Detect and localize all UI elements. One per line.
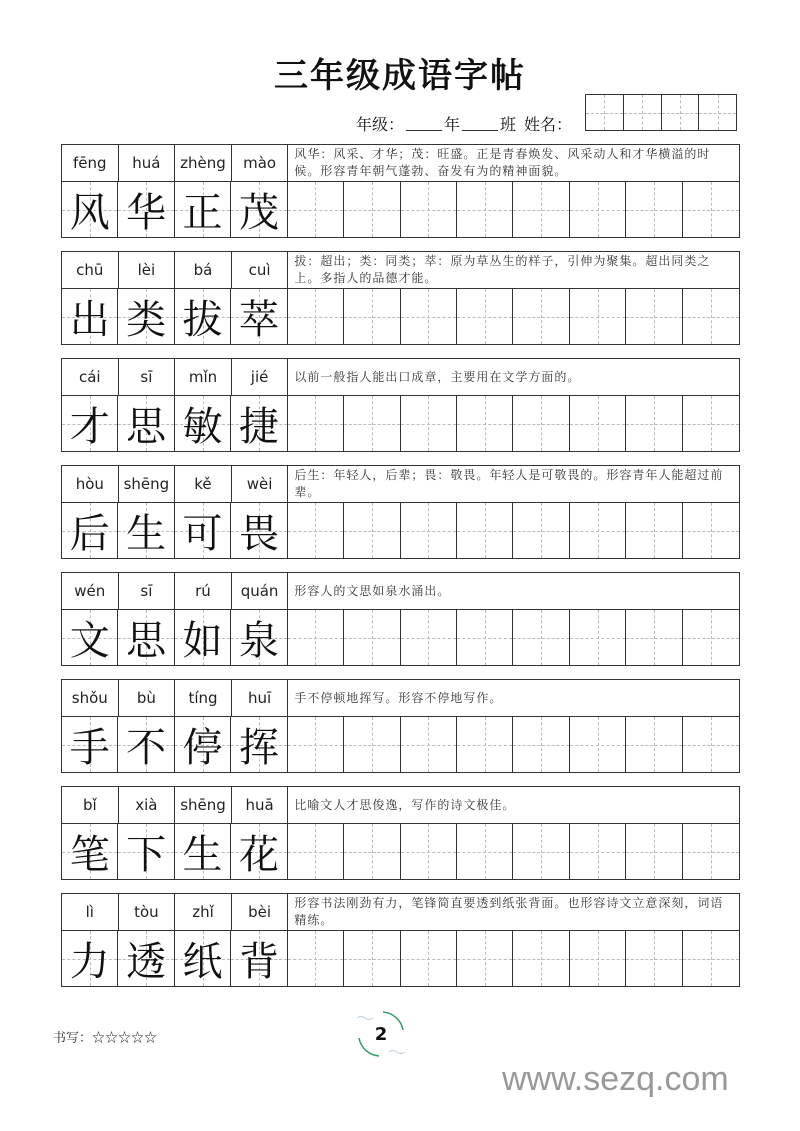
character-row bbox=[62, 931, 739, 986]
idiom-block bbox=[61, 144, 740, 238]
model-char: 力 bbox=[69, 939, 110, 985]
idiom-meaning: 手不停顿地挥写。形容不停地写作。 bbox=[294, 690, 503, 705]
model-char: 思 bbox=[126, 404, 167, 450]
pinyin-cell: rú bbox=[175, 573, 232, 609]
practice-cell[interactable] bbox=[683, 396, 739, 451]
pinyin-cell: bá bbox=[175, 252, 232, 288]
student-info bbox=[356, 112, 572, 135]
practice-cell[interactable] bbox=[344, 182, 400, 237]
pinyin-cell: sī bbox=[119, 573, 176, 609]
practice-cell[interactable] bbox=[626, 289, 682, 344]
model-char: 萃 bbox=[238, 297, 279, 343]
pinyin-cell: wèi bbox=[232, 466, 289, 502]
practice-cell[interactable] bbox=[626, 824, 682, 879]
practice-cell[interactable] bbox=[683, 610, 739, 665]
practice-cell[interactable] bbox=[344, 931, 400, 986]
model-char: 捷 bbox=[238, 404, 279, 450]
pinyin-cell: bù bbox=[119, 680, 176, 716]
model-char-cell bbox=[231, 503, 287, 558]
practice-cell[interactable] bbox=[401, 503, 457, 558]
pinyin-cell: mǐn bbox=[175, 359, 232, 395]
model-char: 畏 bbox=[238, 511, 279, 557]
character-row bbox=[62, 824, 739, 879]
practice-cell[interactable] bbox=[683, 503, 739, 558]
practice-cell[interactable] bbox=[626, 182, 682, 237]
grade-blank[interactable] bbox=[406, 116, 442, 131]
pinyin-row bbox=[62, 252, 739, 289]
practice-cell[interactable] bbox=[513, 824, 569, 879]
model-char: 出 bbox=[69, 297, 110, 343]
practice-cell[interactable] bbox=[288, 182, 344, 237]
model-char: 风 bbox=[69, 190, 110, 236]
practice-cell[interactable] bbox=[457, 289, 513, 344]
pinyin-cell: xià bbox=[119, 787, 176, 823]
model-char: 停 bbox=[182, 725, 223, 771]
pinyin-row bbox=[62, 466, 739, 503]
pinyin-cell: tòu bbox=[119, 894, 176, 930]
class-label: 班 bbox=[500, 115, 517, 134]
model-char-cell bbox=[175, 824, 231, 879]
pinyin-cell: zhèng bbox=[175, 145, 232, 181]
practice-cell[interactable] bbox=[683, 824, 739, 879]
practice-cell[interactable] bbox=[570, 396, 626, 451]
model-char-cell bbox=[118, 717, 174, 772]
model-char-cell bbox=[62, 396, 118, 451]
model-char-cell bbox=[175, 931, 231, 986]
model-char: 拔 bbox=[182, 297, 223, 343]
idiom-meaning: 形容书法刚劲有力，笔锋简直要透到纸张背面。也形容诗文立意深刻，词语精练。 bbox=[294, 896, 724, 927]
practice-cell[interactable] bbox=[570, 717, 626, 772]
practice-cell[interactable] bbox=[401, 717, 457, 772]
model-char-cell bbox=[175, 610, 231, 665]
practice-cell[interactable] bbox=[513, 931, 569, 986]
pinyin-cell: mào bbox=[232, 145, 289, 181]
pinyin-cell: hòu bbox=[62, 466, 119, 502]
pinyin-cell: kě bbox=[175, 466, 232, 502]
practice-cell[interactable] bbox=[457, 396, 513, 451]
practice-cell[interactable] bbox=[288, 824, 344, 879]
pinyin-row bbox=[62, 145, 739, 182]
name-box[interactable] bbox=[699, 95, 736, 130]
model-char: 透 bbox=[126, 939, 167, 985]
model-char: 华 bbox=[126, 190, 167, 236]
practice-cell[interactable] bbox=[288, 503, 344, 558]
practice-cell[interactable] bbox=[513, 289, 569, 344]
model-char: 正 bbox=[182, 190, 223, 236]
page-number: 2 bbox=[374, 1023, 388, 1045]
idiom-meaning: 形容人的文思如泉水涌出。 bbox=[294, 583, 451, 598]
model-char-cell bbox=[231, 824, 287, 879]
practice-cell[interactable] bbox=[401, 824, 457, 879]
rating-label: 书写： bbox=[53, 1031, 93, 1046]
model-char-cell bbox=[231, 717, 287, 772]
name-boxes[interactable] bbox=[585, 94, 737, 131]
character-row bbox=[62, 396, 739, 451]
class-blank[interactable] bbox=[462, 116, 498, 131]
practice-cell[interactable] bbox=[683, 182, 739, 237]
practice-cell[interactable] bbox=[344, 824, 400, 879]
practice-cell[interactable] bbox=[683, 931, 739, 986]
page-title: 三年级成语字帖 bbox=[274, 56, 526, 96]
model-char: 如 bbox=[182, 618, 223, 664]
name-box[interactable] bbox=[662, 95, 700, 130]
practice-cell[interactable] bbox=[570, 610, 626, 665]
name-box[interactable] bbox=[586, 95, 624, 130]
pinyin-cell: huā bbox=[232, 787, 289, 823]
practice-cell[interactable] bbox=[570, 824, 626, 879]
practice-cell[interactable] bbox=[626, 717, 682, 772]
practice-cell[interactable] bbox=[344, 289, 400, 344]
character-row bbox=[62, 610, 739, 665]
model-char-cell bbox=[175, 182, 231, 237]
idiom-block bbox=[61, 786, 740, 880]
practice-cell[interactable] bbox=[401, 182, 457, 237]
model-char-cell bbox=[62, 182, 118, 237]
idiom-meaning: 风华：风采、才华；茂：旺盛。正是青春焕发、风采动人和才华横溢的时候。形容青年朝气蓬勃、奋发有为的精神面貌。 bbox=[294, 147, 711, 178]
model-char: 茂 bbox=[238, 190, 279, 236]
practice-cell[interactable] bbox=[344, 610, 400, 665]
model-char-cell bbox=[118, 503, 174, 558]
pinyin-cell: fēng bbox=[62, 145, 119, 181]
writing-rating bbox=[53, 1027, 157, 1046]
idiom-block bbox=[61, 679, 740, 773]
idiom-block bbox=[61, 465, 740, 559]
idiom-block bbox=[61, 893, 740, 987]
practice-cell[interactable] bbox=[288, 717, 344, 772]
model-char: 后 bbox=[69, 511, 110, 557]
practice-cell[interactable] bbox=[626, 931, 682, 986]
model-char-cell bbox=[62, 503, 118, 558]
practice-cell[interactable] bbox=[401, 610, 457, 665]
practice-cell[interactable] bbox=[344, 503, 400, 558]
model-char: 生 bbox=[126, 511, 167, 557]
model-char-cell bbox=[231, 610, 287, 665]
practice-cell[interactable] bbox=[288, 610, 344, 665]
model-char-cell bbox=[118, 610, 174, 665]
practice-cell[interactable] bbox=[344, 396, 400, 451]
practice-cell[interactable] bbox=[683, 717, 739, 772]
pinyin-cell: cuì bbox=[232, 252, 289, 288]
model-char: 背 bbox=[238, 939, 279, 985]
practice-cell[interactable] bbox=[344, 717, 400, 772]
practice-cell[interactable] bbox=[513, 503, 569, 558]
idiom-block bbox=[61, 358, 740, 452]
idiom-meaning: 以前一般指人能出口成章，主要用在文学方面的。 bbox=[294, 369, 581, 384]
pinyin-cell: chū bbox=[62, 252, 119, 288]
model-char-cell bbox=[118, 289, 174, 344]
idiom-meaning: 拔：超出；类：同类；萃：原为草丛生的样子，引伸为聚集。超出同类之上。多指人的品德才能。 bbox=[294, 254, 711, 285]
model-char-cell bbox=[62, 931, 118, 986]
year-label: 年 bbox=[444, 115, 461, 134]
practice-cell[interactable] bbox=[570, 182, 626, 237]
practice-cell[interactable] bbox=[626, 610, 682, 665]
character-row bbox=[62, 182, 739, 237]
pinyin-cell: lì bbox=[62, 894, 119, 930]
pinyin-cell: huī bbox=[232, 680, 289, 716]
model-char-cell bbox=[118, 931, 174, 986]
model-char: 手 bbox=[69, 725, 110, 771]
pinyin-row bbox=[62, 359, 739, 396]
model-char-cell bbox=[62, 824, 118, 879]
model-char: 纸 bbox=[182, 939, 223, 985]
model-char: 可 bbox=[182, 511, 223, 557]
model-char: 花 bbox=[238, 832, 279, 878]
model-char-cell bbox=[231, 289, 287, 344]
watermark: www.sezq.com bbox=[502, 1060, 729, 1098]
pinyin-cell: wén bbox=[62, 573, 119, 609]
practice-cell[interactable] bbox=[457, 717, 513, 772]
model-char: 生 bbox=[182, 832, 223, 878]
rating-stars[interactable]: ☆☆☆☆☆ bbox=[92, 1031, 158, 1046]
pinyin-row bbox=[62, 894, 739, 931]
practice-cell[interactable] bbox=[288, 931, 344, 986]
practice-cell[interactable] bbox=[626, 503, 682, 558]
pinyin-cell: zhǐ bbox=[175, 894, 232, 930]
practice-cell[interactable] bbox=[457, 931, 513, 986]
practice-cell[interactable] bbox=[288, 396, 344, 451]
practice-cell[interactable] bbox=[401, 931, 457, 986]
model-char: 类 bbox=[126, 297, 167, 343]
practice-cell[interactable] bbox=[626, 396, 682, 451]
model-char: 思 bbox=[126, 618, 167, 664]
pinyin-cell: bèi bbox=[232, 894, 289, 930]
model-char-cell bbox=[231, 931, 287, 986]
model-char: 不 bbox=[126, 725, 167, 771]
model-char-cell bbox=[231, 396, 287, 451]
character-row bbox=[62, 289, 739, 344]
model-char-cell bbox=[62, 289, 118, 344]
practice-cell[interactable] bbox=[457, 824, 513, 879]
practice-cell[interactable] bbox=[401, 289, 457, 344]
pinyin-row bbox=[62, 787, 739, 824]
model-char-cell bbox=[118, 182, 174, 237]
character-row bbox=[62, 503, 739, 558]
practice-cell[interactable] bbox=[513, 717, 569, 772]
page-number-badge bbox=[355, 1008, 407, 1060]
pinyin-cell: cái bbox=[62, 359, 119, 395]
model-char-cell bbox=[175, 717, 231, 772]
model-char-cell bbox=[231, 182, 287, 237]
practice-cell[interactable] bbox=[457, 182, 513, 237]
pinyin-cell: jié bbox=[232, 359, 289, 395]
pinyin-cell: shǒu bbox=[62, 680, 119, 716]
model-char: 文 bbox=[69, 618, 110, 664]
model-char: 下 bbox=[126, 832, 167, 878]
idiom-meaning: 后生：年轻人，后辈；畏：敬畏。年轻人是可敬畏的。形容青年人能超过前辈。 bbox=[294, 468, 724, 499]
model-char-cell bbox=[62, 717, 118, 772]
name-box[interactable] bbox=[624, 95, 662, 130]
pinyin-cell: huá bbox=[119, 145, 176, 181]
grade-label: 年级： bbox=[356, 115, 405, 134]
practice-cell[interactable] bbox=[401, 396, 457, 451]
pinyin-row bbox=[62, 573, 739, 610]
practice-cell[interactable] bbox=[570, 931, 626, 986]
practice-cell[interactable] bbox=[288, 289, 344, 344]
idiom-meaning: 比喻文人才思俊逸，写作的诗文极佳。 bbox=[294, 797, 516, 812]
model-char: 笔 bbox=[69, 832, 110, 878]
model-char: 挥 bbox=[238, 725, 279, 771]
pinyin-cell: quán bbox=[232, 573, 289, 609]
character-row bbox=[62, 717, 739, 772]
practice-cell[interactable] bbox=[457, 610, 513, 665]
idiom-block bbox=[61, 572, 740, 666]
model-char-cell bbox=[175, 396, 231, 451]
idiom-block bbox=[61, 251, 740, 345]
model-char: 泉 bbox=[238, 618, 279, 664]
practice-cell[interactable] bbox=[570, 503, 626, 558]
practice-cell[interactable] bbox=[457, 503, 513, 558]
pinyin-cell: tíng bbox=[175, 680, 232, 716]
practice-cell[interactable] bbox=[570, 289, 626, 344]
model-char-cell bbox=[175, 503, 231, 558]
model-char-cell bbox=[118, 396, 174, 451]
practice-cell[interactable] bbox=[683, 289, 739, 344]
pinyin-cell: shēng bbox=[175, 787, 232, 823]
model-char-cell bbox=[62, 610, 118, 665]
model-char-cell bbox=[118, 824, 174, 879]
pinyin-cell: lèi bbox=[119, 252, 176, 288]
pinyin-cell: shēng bbox=[119, 466, 176, 502]
pinyin-cell: sī bbox=[119, 359, 176, 395]
practice-cell[interactable] bbox=[513, 396, 569, 451]
practice-cell[interactable] bbox=[513, 610, 569, 665]
name-label: 姓名： bbox=[524, 115, 573, 134]
model-char: 敏 bbox=[182, 404, 223, 450]
model-char: 才 bbox=[69, 404, 110, 450]
practice-cell[interactable] bbox=[513, 182, 569, 237]
pinyin-row bbox=[62, 680, 739, 717]
model-char-cell bbox=[175, 289, 231, 344]
pinyin-cell: bǐ bbox=[62, 787, 119, 823]
